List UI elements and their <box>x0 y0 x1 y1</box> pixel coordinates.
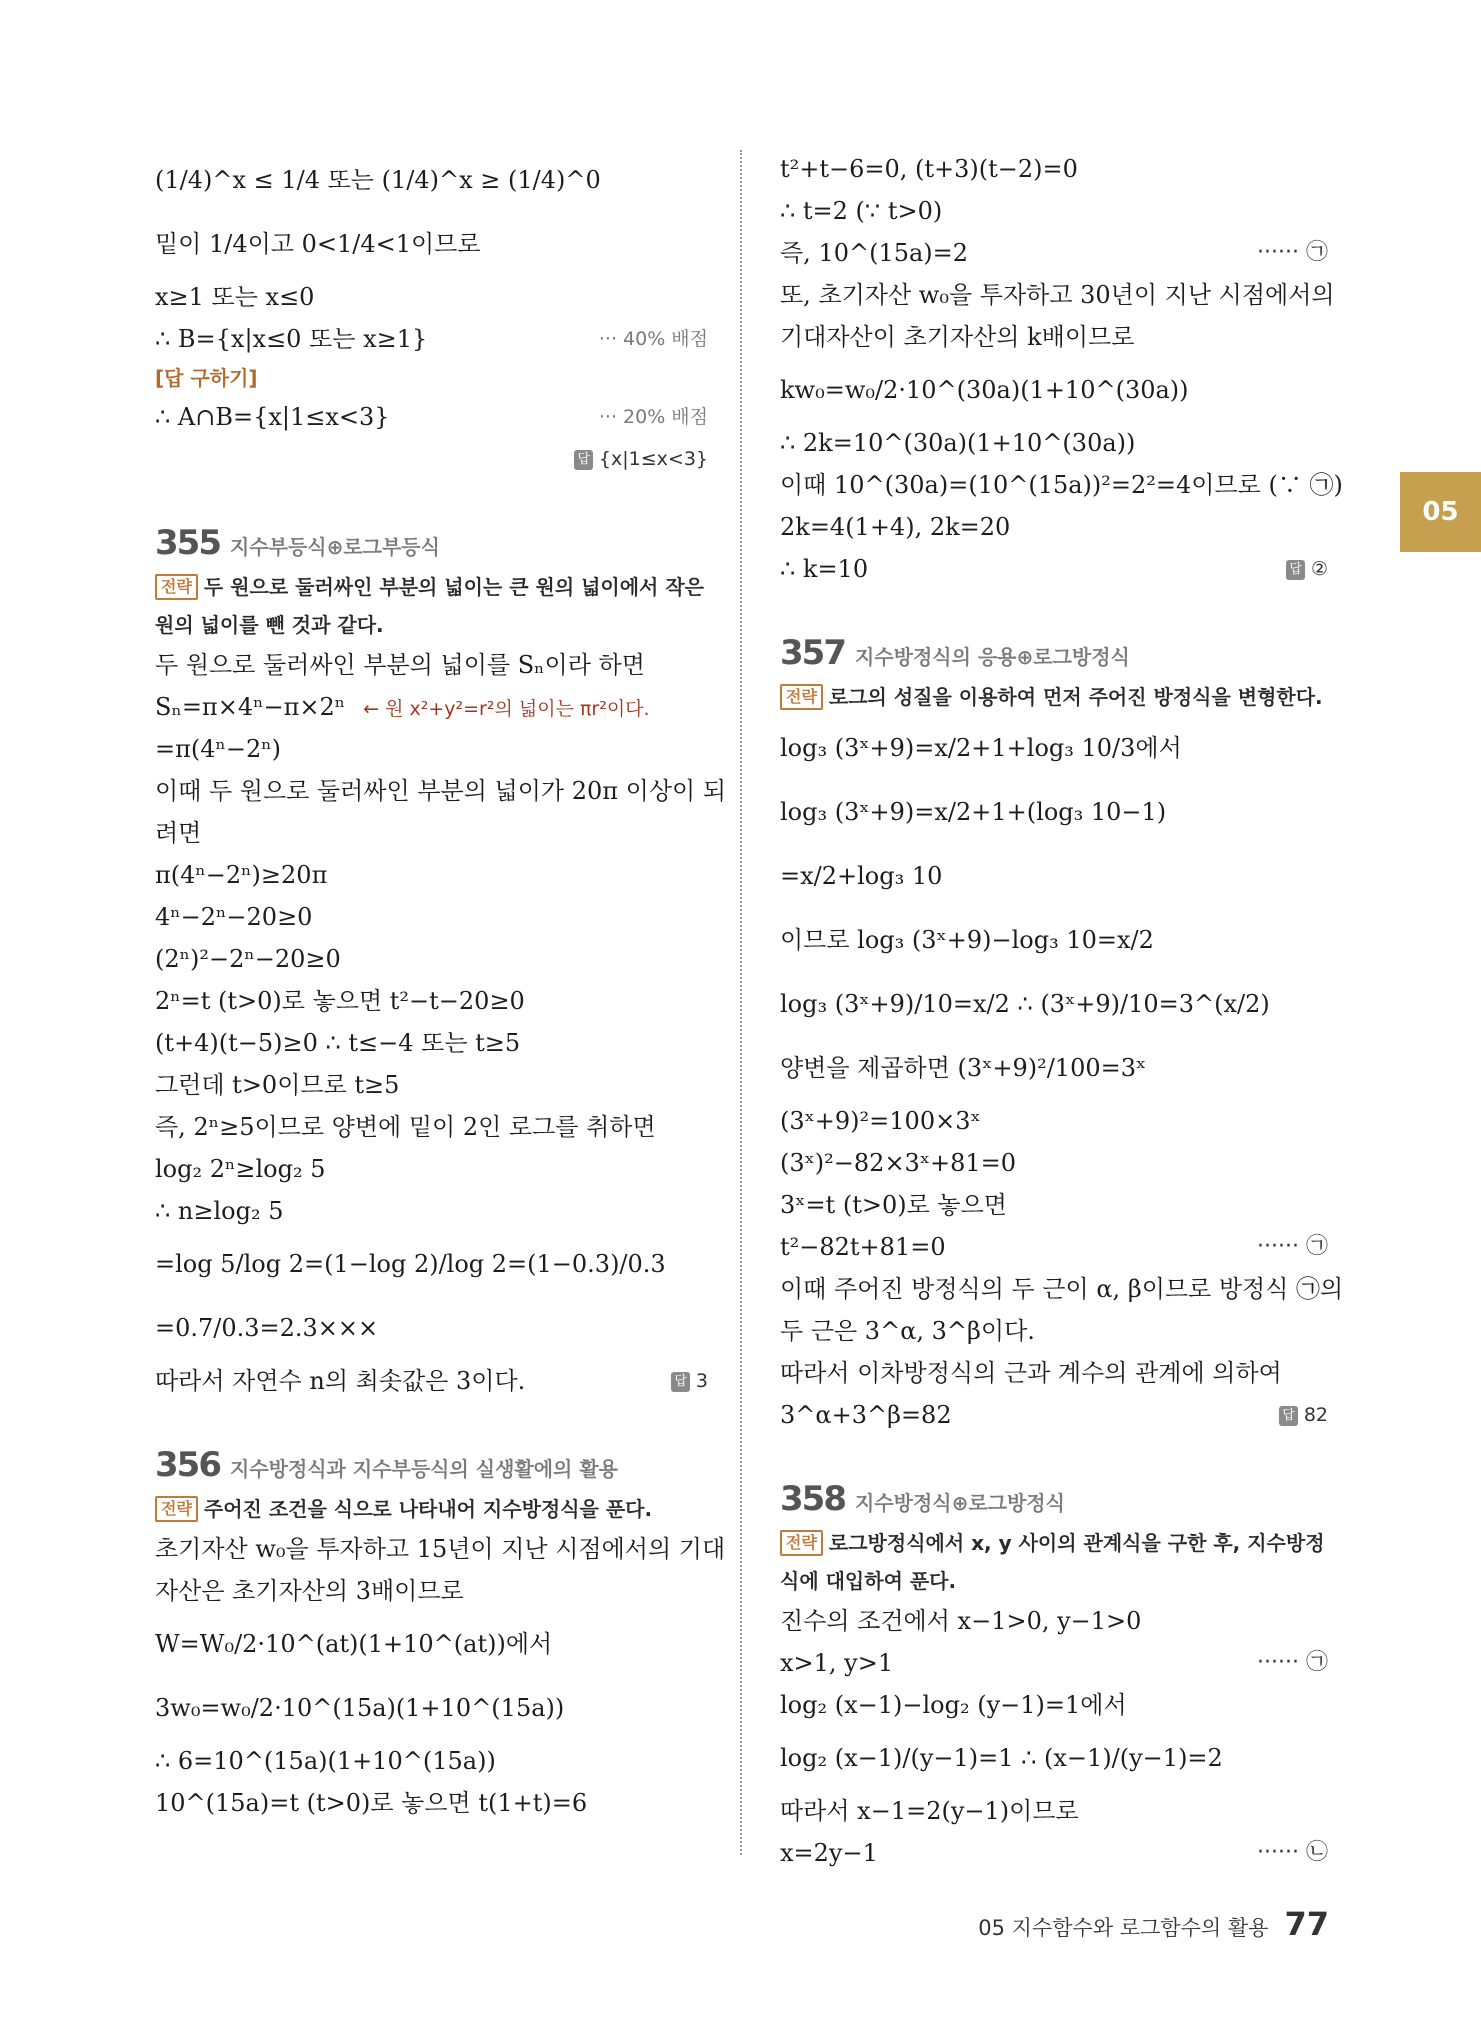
problem-357-heading <box>780 628 1328 678</box>
math-text: 이때 주어진 방정식의 두 근이 α, β이므로 방정식 ㉠의 <box>780 1275 1344 1303</box>
solution-line <box>155 644 708 686</box>
solution-line <box>155 896 708 938</box>
answer-badge: 답 ② <box>1286 548 1328 590</box>
solution-line <box>780 716 1328 780</box>
math-text: ∴ A∩B={x|1≤x<3} <box>155 403 390 431</box>
solution-line <box>780 1600 1328 1642</box>
solution-line <box>780 844 1328 908</box>
math-text: log₂ 2ⁿ≥log₂ 5 <box>155 1155 326 1183</box>
math-text: 두 원으로 둘러싸인 부분의 넓이를 Sₙ이라 하면 <box>155 651 645 679</box>
math-text: ∴ 6=10^(15a)(1+10^(15a)) <box>155 1747 496 1775</box>
problem-topic: 지수방정식⊕로그방정식 <box>854 1491 1065 1515</box>
column-divider <box>740 150 742 1855</box>
solution-line <box>155 1296 708 1360</box>
solution-line <box>155 1782 708 1824</box>
solution-line <box>780 316 1328 358</box>
solution-line <box>780 1226 1328 1268</box>
solution-line <box>155 1106 708 1148</box>
math-text: 4ⁿ−2ⁿ−20≥0 <box>155 903 313 931</box>
math-text: x≥1 또는 x≤0 <box>155 283 315 311</box>
side-note: ← 원 x²+y²=r²의 넓이는 πr²이다. <box>363 698 650 720</box>
solution-line <box>780 1394 1328 1436</box>
math-text: 초기자산 w₀을 투자하고 15년이 지난 시점에서의 기대 <box>155 1535 726 1563</box>
math-text: 이때 두 원으로 둘러싸인 부분의 넓이가 20π 이상이 되 <box>155 777 727 805</box>
math-text: 10^(15a)=t (t>0)로 놓으면 t(1+t)=6 <box>155 1789 588 1817</box>
solution-line <box>780 1684 1328 1726</box>
strategy-text: 로그의 성질을 이용하여 먼저 주어진 방정식을 변형한다. <box>828 685 1323 709</box>
math-text: 밑이 1/4이고 0<1/4<1이므로 <box>155 230 481 258</box>
solution-line <box>155 1022 708 1064</box>
solution-line <box>780 780 1328 844</box>
math-text: 따라서 이차방정식의 근과 계수의 관계에 의하여 <box>780 1359 1282 1387</box>
solution-line <box>780 506 1328 548</box>
math-text: =0.7/0.3=2.3××× <box>155 1314 379 1342</box>
math-text: log₃ (3ˣ+9)/10=x/2 ∴ (3ˣ+9)/10=3^(x/2) <box>780 990 1270 1018</box>
solution-line <box>155 148 708 212</box>
math-text: =x/2+log₃ 10 <box>780 862 943 890</box>
solution-line <box>780 548 1328 590</box>
solution-line <box>155 212 708 276</box>
solution-line <box>780 358 1328 422</box>
problem-topic: 지수부등식⊕로그부등식 <box>229 535 440 559</box>
math-text: 기대자산이 초기자산의 k배이므로 <box>780 323 1135 351</box>
problem-356-heading <box>155 1440 708 1490</box>
solution-357 <box>780 716 1344 1436</box>
math-text: 려면 <box>155 819 202 847</box>
math-text: 자산은 초기자산의 3배이므로 <box>155 1577 464 1605</box>
chapter-side-tab: 05 <box>1400 472 1481 552</box>
solution-line <box>780 1352 1328 1394</box>
right-column <box>780 148 1344 1874</box>
solution-line <box>155 770 727 812</box>
strategy-text: 두 원으로 둘러싸인 부분의 넓이는 큰 원의 넓이에서 작은 원의 넓이를 뺀 것과 같다. <box>155 575 704 637</box>
math-text: 즉, 2ⁿ≥5이므로 양변에 밑이 2인 로그를 취하면 <box>155 1113 656 1141</box>
math-text: log₃ (3ˣ+9)=x/2+1+log₃ 10/3에서 <box>780 734 1182 762</box>
solution-line <box>780 1832 1328 1874</box>
solution-line <box>780 1790 1328 1832</box>
solution-line <box>780 148 1328 190</box>
strategy-chip: 전략 <box>780 1530 823 1556</box>
math-text: Sₙ=π×4ⁿ−π×2ⁿ <box>155 693 346 721</box>
solution-line <box>155 1676 708 1740</box>
page-footer <box>978 1905 1329 1943</box>
math-text: t²−82t+81=0 <box>780 1233 946 1261</box>
solution-line <box>155 438 708 480</box>
math-text: 양변을 제곱하면 (3ˣ+9)²/100=3ˣ <box>780 1054 1147 1082</box>
math-text: ∴ 2k=10^(30a)(1+10^(30a)) <box>780 429 1136 457</box>
math-text: 그런데 t>0이므로 t≥5 <box>155 1071 400 1099</box>
answer-label: [답 구하기] <box>155 366 258 390</box>
solution-line <box>780 1142 1328 1184</box>
problem-number: 356 <box>155 1445 220 1485</box>
answer-lines <box>155 396 708 480</box>
math-text: 2ⁿ=t (t>0)로 놓으면 t²−t−20≥0 <box>155 987 525 1015</box>
left-column <box>155 148 727 1824</box>
math-text: kw₀=w₀/2·10^(30a)(1+10^(30a)) <box>780 376 1189 404</box>
math-text: log₂ (x−1)−log₂ (y−1)=1에서 <box>780 1691 1127 1719</box>
math-text: log₃ (3ˣ+9)=x/2+1+(log₃ 10−1) <box>780 798 1167 826</box>
equation-marker: ······ ㉠ <box>1257 240 1328 265</box>
strategy-text: 주어진 조건을 식으로 나타내어 지수방정식을 푼다. <box>203 1497 653 1521</box>
answer-badge: 답 82 <box>1279 1394 1328 1436</box>
strategy-358 <box>780 1524 1328 1600</box>
math-text: ∴ B={x|x≤0 또는 x≥1} <box>155 325 428 353</box>
solution-line <box>155 1360 708 1402</box>
answer-badge: 답 {x|1≤x<3} <box>574 438 708 480</box>
math-text: 3^α+3^β=82 <box>780 1401 952 1429</box>
solution-line <box>155 854 708 896</box>
math-text: =π(4ⁿ−2ⁿ) <box>155 735 282 763</box>
solution-line <box>780 972 1328 1036</box>
problem-number: 358 <box>780 1479 845 1519</box>
solution-line <box>155 1064 708 1106</box>
chapter-title: 05 지수함수와 로그함수의 활용 <box>978 1916 1269 1940</box>
solution-line <box>155 728 708 770</box>
solution-line <box>780 464 1343 506</box>
math-text: (3ˣ)²−82×3ˣ+81=0 <box>780 1149 1017 1177</box>
problem-topic: 지수방정식의 응용⊕로그방정식 <box>854 645 1130 669</box>
math-text: 3w₀=w₀/2·10^(15a)(1+10^(15a)) <box>155 1694 565 1722</box>
math-text: 또, 초기자산 w₀을 투자하고 30년이 지난 시점에서의 <box>780 281 1335 309</box>
math-text: t²+t−6=0, (t+3)(t−2)=0 <box>780 155 1078 183</box>
math-text: 따라서 x−1=2(y−1)이므로 <box>780 1797 1079 1825</box>
solution-line <box>780 232 1328 274</box>
solution-line <box>155 980 708 1022</box>
solution-354-continued <box>155 148 708 360</box>
math-text: log₂ (x−1)/(y−1)=1 ∴ (x−1)/(y−1)=2 <box>780 1744 1223 1772</box>
problem-topic: 지수방정식과 지수부등식의 실생활에의 활용 <box>229 1457 618 1481</box>
math-text: 두 근은 3^α, 3^β이다. <box>780 1317 1035 1345</box>
score-tag: ··· 40% 배점 <box>598 328 708 350</box>
solution-line <box>780 1184 1328 1226</box>
solution-line <box>780 1100 1328 1142</box>
problem-number: 357 <box>780 633 845 673</box>
solution-355 <box>155 644 727 1402</box>
solution-line <box>780 1310 1328 1352</box>
math-text: (t+4)(t−5)≥0 ∴ t≤−4 또는 t≥5 <box>155 1029 521 1057</box>
solution-line <box>155 1190 708 1232</box>
strategy-357 <box>780 678 1328 716</box>
math-text: =log 5/log 2=(1−log 2)/log 2=(1−0.3)/0.3 <box>155 1250 666 1278</box>
solution-line <box>780 1642 1328 1684</box>
math-text: 진수의 조건에서 x−1>0, y−1>0 <box>780 1607 1142 1635</box>
equation-marker: ······ ㉠ <box>1257 1650 1328 1675</box>
strategy-chip: 전략 <box>155 574 198 600</box>
strategy-356 <box>155 1490 708 1528</box>
math-text: ∴ k=10 <box>780 555 869 583</box>
equation-marker: ······ ㉠ <box>1257 1234 1328 1259</box>
strategy-chip: 전략 <box>780 684 823 710</box>
solution-line <box>155 1570 708 1612</box>
math-text: ∴ t=2 (∵ t>0) <box>780 197 943 225</box>
strategy-355 <box>155 568 708 644</box>
solution-line <box>155 276 708 318</box>
solution-line <box>155 1148 708 1190</box>
solution-356-continued <box>780 148 1343 590</box>
math-text: (1/4)^x ≤ 1/4 또는 (1/4)^x ≥ (1/4)^0 <box>155 166 601 194</box>
math-text: (3ˣ+9)²=100×3ˣ <box>780 1107 981 1135</box>
solution-line <box>155 938 708 980</box>
problem-355-heading <box>155 518 708 568</box>
solution-line <box>780 422 1328 464</box>
solution-line <box>155 318 708 360</box>
math-text: 이때 10^(30a)=(10^(15a))²=2²=4이므로 (∵ ㉠) <box>780 471 1343 499</box>
math-text: 즉, 10^(15a)=2 <box>780 239 969 267</box>
math-text: π(4ⁿ−2ⁿ)≥20π <box>155 861 328 889</box>
solution-line <box>780 190 1328 232</box>
page-number: 77 <box>1284 1905 1329 1943</box>
strategy-text: 로그방정식에서 x, y 사이의 관계식을 구한 후, 지수방정식에 대입하여 푼다. <box>780 1531 1325 1593</box>
solution-line <box>155 396 708 438</box>
answer-badge: 답 3 <box>671 1360 708 1402</box>
solution-line <box>780 1726 1328 1790</box>
solution-line <box>780 1036 1328 1100</box>
equation-marker: ······ ㉡ <box>1257 1840 1328 1865</box>
math-text: x=2y−1 <box>780 1839 878 1867</box>
math-text: 2k=4(1+4), 2k=20 <box>780 513 1011 541</box>
solution-line <box>155 812 708 854</box>
math-text: 따라서 자연수 n의 최솟값은 3이다. <box>155 1367 526 1395</box>
strategy-chip: 전략 <box>155 1496 198 1522</box>
solution-line <box>155 686 708 728</box>
solution-358 <box>780 1600 1328 1874</box>
solution-line <box>155 1232 708 1296</box>
math-text: x>1, y>1 <box>780 1649 894 1677</box>
math-text: ∴ n≥log₂ 5 <box>155 1197 284 1225</box>
solution-line <box>155 1740 708 1782</box>
math-text: 이므로 log₃ (3ˣ+9)−log₃ 10=x/2 <box>780 926 1154 954</box>
solution-line <box>780 274 1335 316</box>
problem-358-heading <box>780 1474 1328 1524</box>
solution-356 <box>155 1528 726 1824</box>
problem-number: 355 <box>155 523 220 563</box>
score-tag: ··· 20% 배점 <box>598 406 708 428</box>
math-text: W=W₀/2·10^(at)(1+10^(at))에서 <box>155 1630 553 1658</box>
solution-line <box>780 1268 1344 1310</box>
solution-line <box>780 908 1328 972</box>
solution-line <box>155 1528 726 1570</box>
math-text: 3ˣ=t (t>0)로 놓으면 <box>780 1191 1007 1219</box>
solution-line <box>155 1612 708 1676</box>
math-text: (2ⁿ)²−2ⁿ−20≥0 <box>155 945 341 973</box>
